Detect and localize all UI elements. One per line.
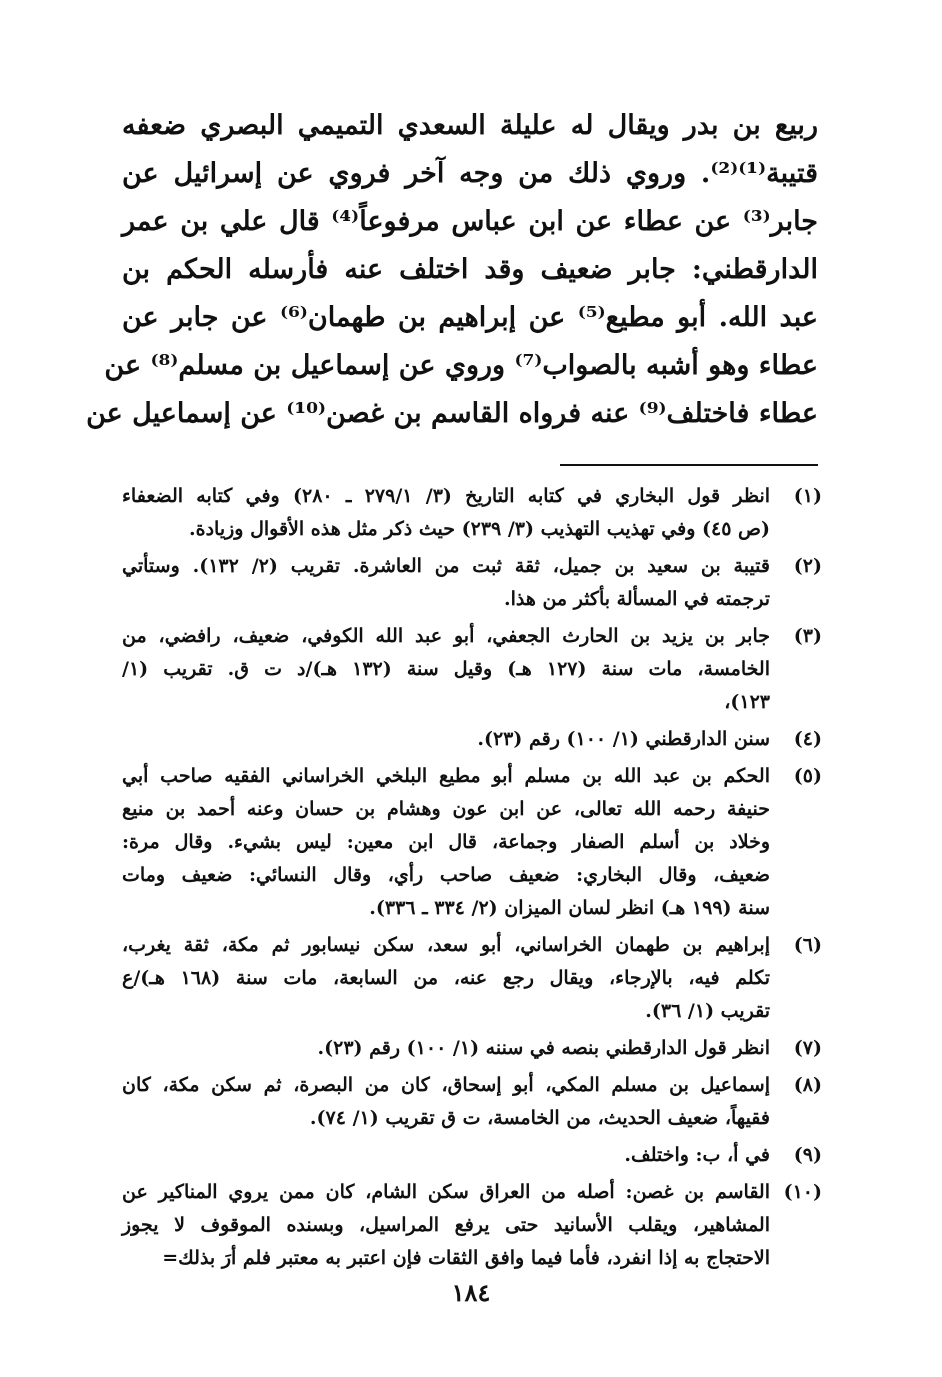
footnote-number: (١٠) (783, 1181, 822, 1203)
footnote-4 (122, 723, 822, 756)
footnote-6 (122, 929, 822, 1028)
main-text-line: جابر⁽³⁾ عن عطاء عن ابن عباس مرفوعاً⁽⁴⁾ قال علي بن عمر (122, 206, 818, 237)
footnote-number: (٦) (793, 934, 822, 956)
footnote-2 (122, 550, 822, 616)
main-text (86, 102, 818, 438)
footnote-body (122, 1032, 770, 1065)
footnote-line: المشاهير، ويقلب الأسانيد حتى يرفع المراسيل، وبسنده الموقوف لا يجوز (122, 1214, 770, 1236)
footnote-line: قتيبة بن سعيد بن جميل، ثقة ثبت من العاشرة. تقريب (٢/ ١٣٢). وستأتي (122, 555, 770, 577)
footnote-body (122, 550, 770, 616)
footnote-line: إبراهيم بن طهمان الخراساني، أبو سعد، سكن نيسابور ثم مكة، ثقة يغرب، (122, 934, 770, 956)
footnote-8 (122, 1069, 822, 1135)
footnote-body (122, 929, 770, 1028)
footnote-line: (ص ٤٥) وفي تهذيب التهذيب (٣/ ٢٣٩) حيث ذكر مثل هذه الأقوال وزيادة. (189, 518, 770, 540)
footnote-1 (122, 480, 822, 546)
footnote-body (122, 1139, 770, 1172)
footnote-line: الحكم بن عبد الله بن مسلم أبو مطيع البلخي الخراساني الفقيه صاحب أبي (122, 765, 770, 787)
footnote-line: إسماعيل بن مسلم المكي، أبو إسحاق، كان من البصرة، ثم سكن مكة، كان (122, 1074, 770, 1096)
footnote-body (122, 1069, 770, 1135)
footnote-number: (٩) (793, 1144, 822, 1166)
main-text-line: ربيع بن بدر ويقال له عليلة السعدي التميمي البصري ضعفه (122, 110, 818, 141)
footnote-line: ترجمته في المسألة بأكثر من هذا. (503, 588, 770, 610)
footnote-line: انظر قول البخاري في كتابه التاريخ (٣/ ٢٧٩/١ ـ ٢٨٠) وفي كتابه الضعفاء (122, 485, 771, 507)
page-number: ١٨٤ (451, 1278, 491, 1307)
main-text-line: الدارقطني: جابر ضعيف وقد اختلف عنه فأرسله الحكم بن (122, 254, 818, 285)
footnote-line: الاحتجاج به إذا انفرد، فأما فيما وافق الثقات فإن اعتبر به معتبر فلم أرَ بذلك= (162, 1247, 770, 1269)
main-text-line: قتيبة⁽¹⁾⁽²⁾. وروي ذلك من وجه آخر فروي عن إسرائيل عن (122, 158, 818, 189)
footnote-number: (٧) (793, 1037, 822, 1059)
footnote-line: في أ، ب: واختلف. (624, 1144, 770, 1166)
footnote-body (122, 620, 770, 719)
footnote-line: جابر بن يزيد بن الحارث الجعفي، أبو عبد الله الكوفي، ضعيف، رافضي، من (122, 625, 770, 647)
footnote-number: (٨) (793, 1074, 822, 1096)
footnote-line: فقيهاً، ضعيف الحديث، من الخامسة، ت ق تقريب (١/ ٧٤). (309, 1107, 770, 1129)
footnote-line: تكلم فيه، بالإرجاء، ويقال رجع عنه، من السابعة، مات سنة (١٦٨ هـ)/ع (122, 967, 770, 989)
footnote-number: (١) (793, 485, 822, 507)
footnote-body (122, 760, 770, 925)
footnote-5 (122, 760, 822, 925)
footnote-10 (122, 1176, 822, 1275)
footnote-9 (122, 1139, 822, 1172)
footnote-line: الخامسة، مات سنة (١٢٧ هـ) وقيل سنة (١٣٢ هـ)/د ت ق. تقريب (١/ (122, 658, 770, 680)
footnote-3 (122, 620, 822, 719)
footnote-number: (٥) (793, 765, 822, 787)
footnote-number: (٤) (793, 728, 822, 750)
footnote-line: حنيفة رحمه الله تعالى، عن ابن عون وهشام بن حسان وعنه أحمد بن منيع (122, 798, 770, 820)
footnote-line: القاسم بن غصن: أصله من العراق سكن الشام، كان ممن يروي المناكير عن (122, 1181, 770, 1203)
footnote-number: (٢) (793, 555, 822, 577)
footnote-line: انظر قول الدارقطني بنصه في سننه (١/ ١٠٠) رقم (٢٣). (317, 1037, 770, 1059)
footnote-line: ضعيف، وقال البخاري: ضعيف صاحب رأي، وقال النسائي: ضعيف ومات (122, 864, 770, 886)
footnote-7 (122, 1032, 822, 1065)
footnote-line: سنة (١٩٩ هـ) انظر لسان الميزان (٢/ ٣٣٤ ـ ٣٣٦). (369, 897, 770, 919)
footnote-number: (٣) (793, 625, 822, 647)
main-text-line: عبد الله. أبو مطيع⁽⁵⁾ عن إبراهيم بن طهمان⁽⁶⁾ عن جابر عن (122, 302, 818, 333)
footnote-separator (560, 464, 818, 466)
footnote-line: سنن الدارقطني (١/ ١٠٠) رقم (٢٣). (477, 728, 770, 750)
footnotes (122, 480, 822, 1279)
footnote-body (122, 1176, 770, 1275)
footnote-body (122, 480, 770, 546)
footnote-body (122, 723, 770, 756)
main-text-line: عطاء وهو أشبه بالصواب⁽⁷⁾ وروي عن إسماعيل بن مسلم⁽⁸⁾ عن (104, 350, 818, 381)
footnote-line: ١٢٣)، (724, 691, 770, 713)
main-text-line: عطاء فاختلف⁽⁹⁾ عنه فرواه القاسم بن غصن⁽¹⁰⁾ عن إسماعيل عن (86, 398, 818, 429)
footnote-line: تقريب (١/ ٣٦). (645, 1000, 770, 1022)
footnote-line: وخلاد بن أسلم الصفار وجماعة، قال ابن معين: ليس بشيء. وقال مرة: (122, 831, 770, 853)
